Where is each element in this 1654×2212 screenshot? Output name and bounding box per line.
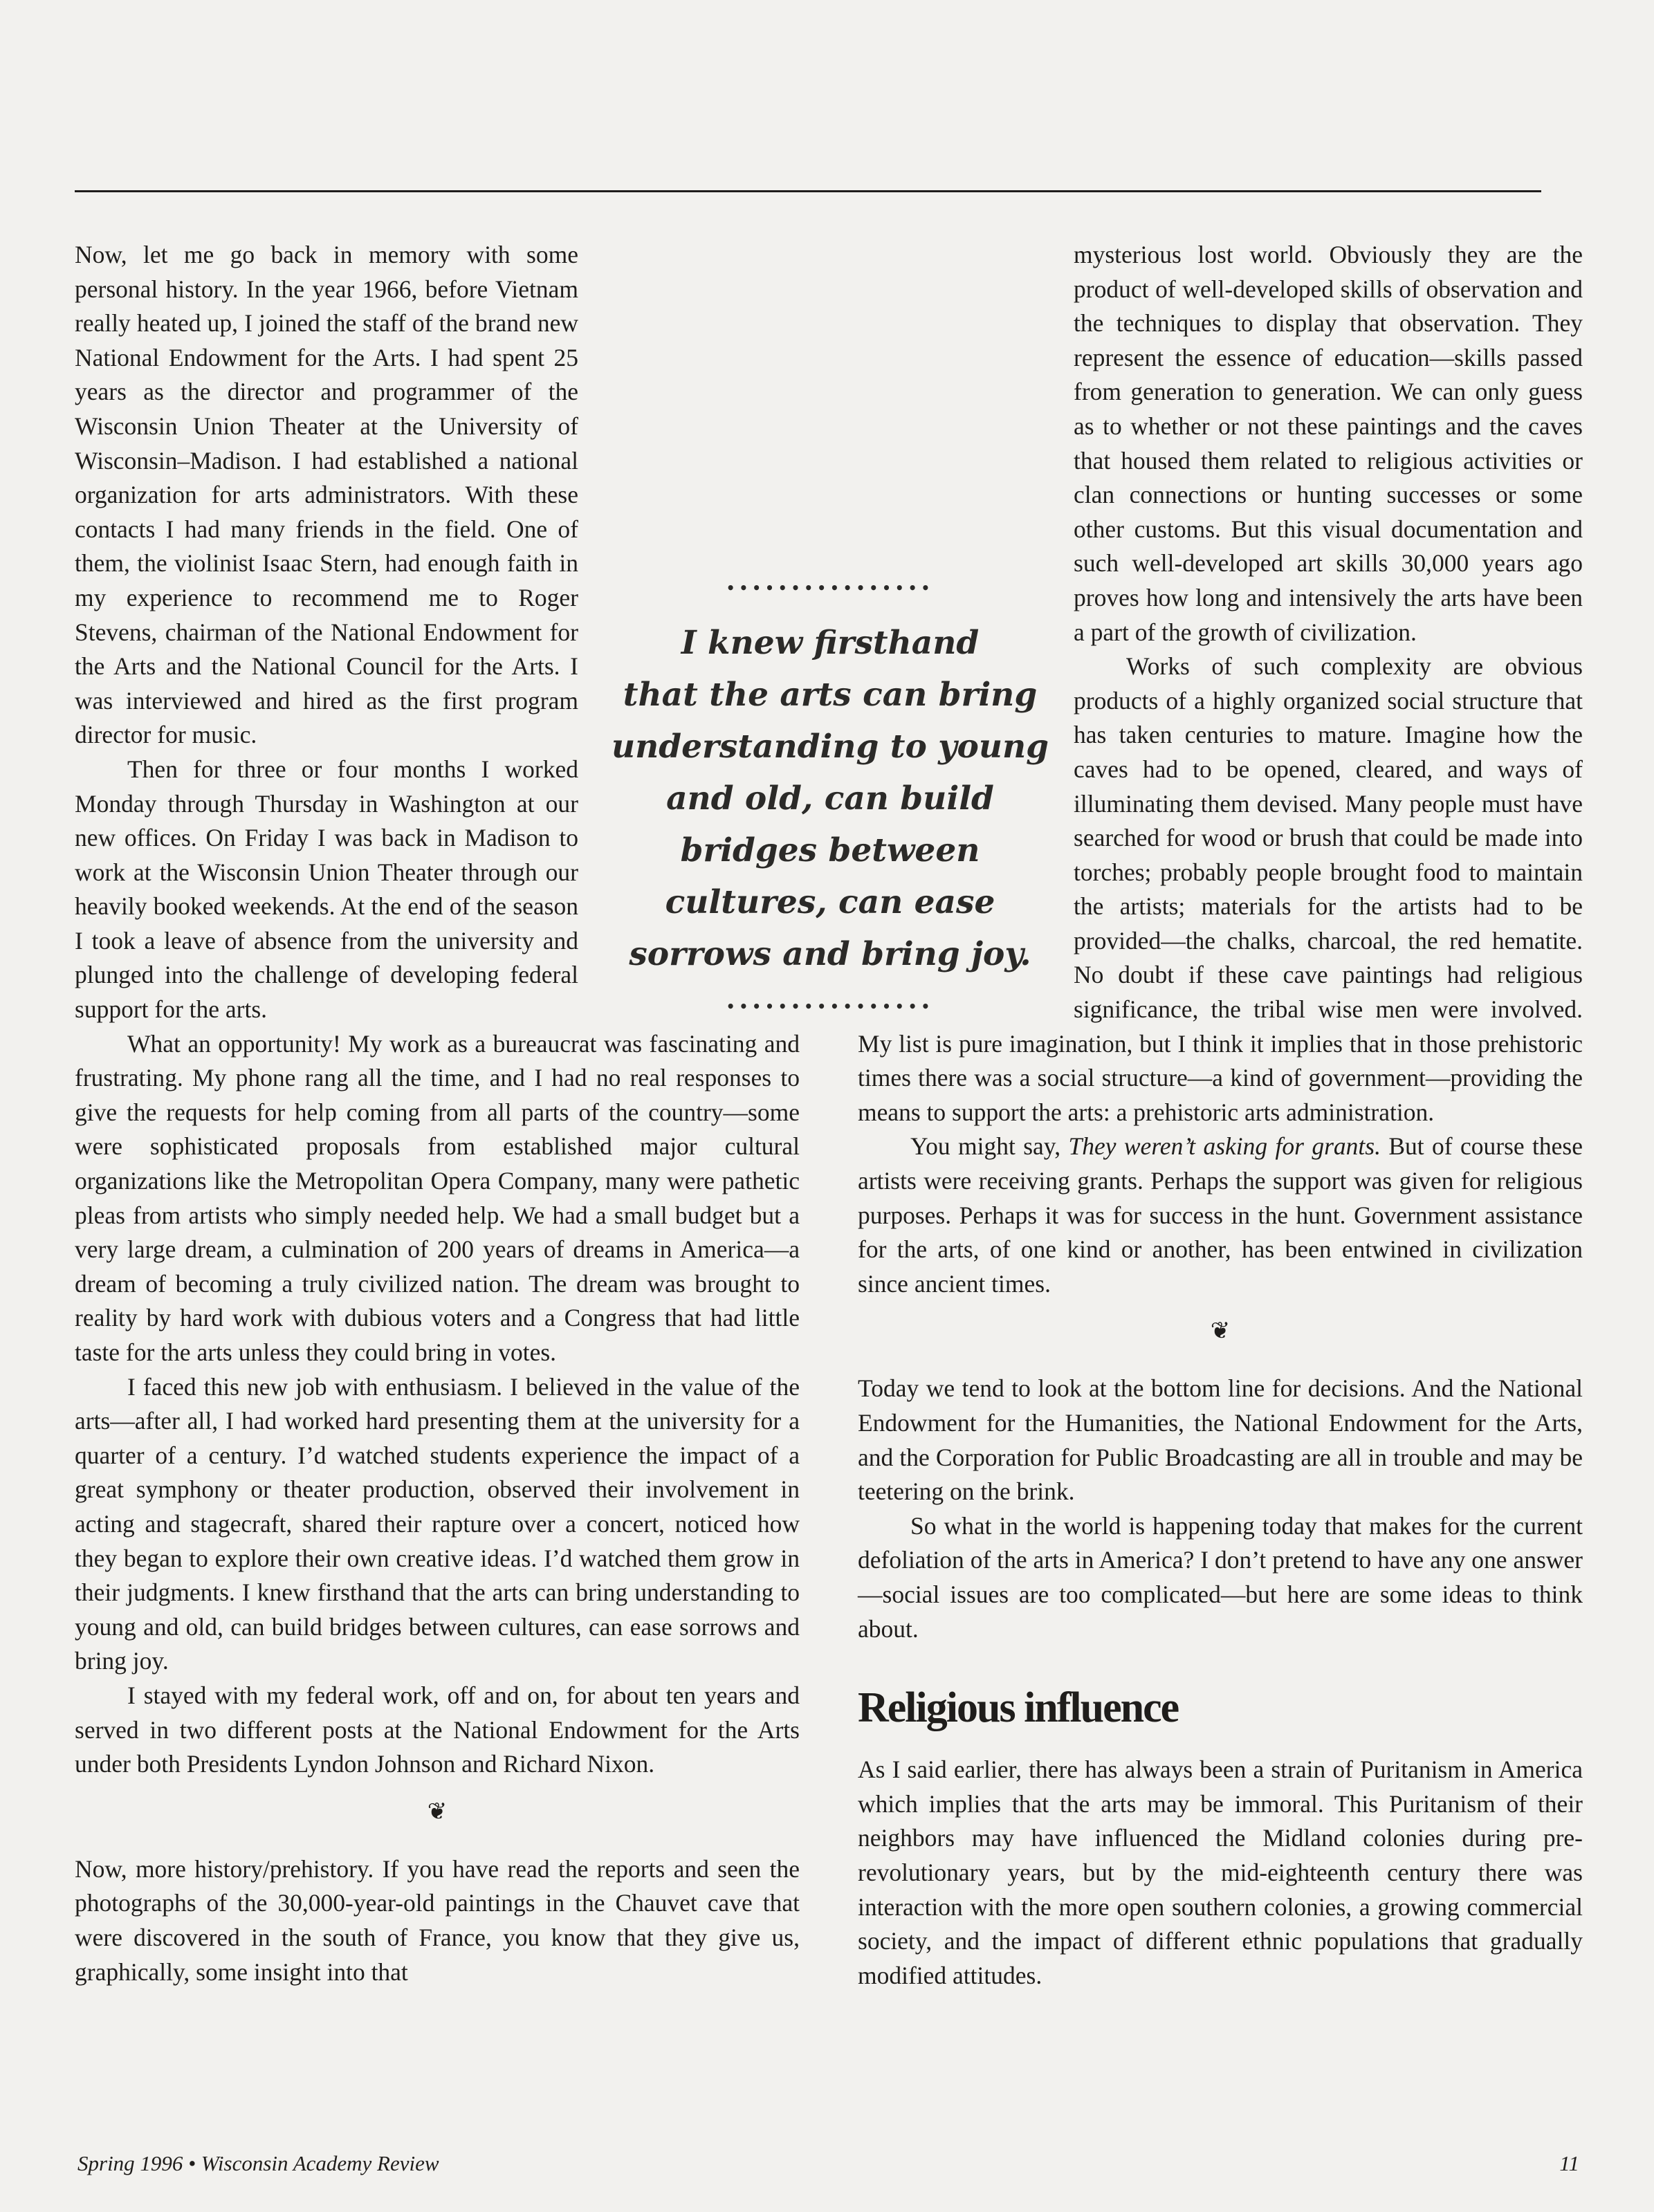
right-paragraph-3: [858, 1130, 1583, 1301]
section-ornament-icon: ❦: [1210, 1318, 1231, 1345]
pullquote-line: that the arts can bring: [623, 676, 1038, 714]
pullquote: [609, 574, 1051, 1020]
pullquote-line: cultures, can ease: [665, 883, 995, 921]
page-number: 11: [1559, 2151, 1579, 2175]
pullquote-line: sorrows and bring joy.: [629, 935, 1031, 973]
right-paragraph-2: Works of such complexity are obvious products of a highly organized social structure that has taken centuries to mature. Imagine how the caves had to be opened, cleared, and ways of illuminating them devised. Many people must have searched for wood or brush that could be made into torches; probably people brought food to maintain the artists; materials for the artists had to be provided—the chalks, charcoal, the red hematite. No doubt if these cave paintings had religious significance, the tribal wise men were involved. My list is pure imagination, but I think it implies that in those prehistoric times there was a social structure—a kind of government—providing the means to support the arts: a prehistoric arts administration.: [858, 652, 1583, 1126]
right-paragraph-5: So what in the world is happening today that makes for the current defoliation of the arts in America? I don’t pretend to have any one answer—social issues are too complicated—but here are some ideas to think about.: [858, 1511, 1583, 1643]
right-paragraph-3-start: You might say,: [910, 1132, 1069, 1161]
left-paragraph-5: I stayed with my federal work, off and on, for about ten years and served in two different posts at the National Endowment for the Arts under both Presidents Lyndon Johnson and Richard Nixon.: [75, 1681, 800, 1778]
subhead-religious-influence: Religious influence: [858, 1684, 1179, 1732]
section-ornament-icon: ❦: [427, 1798, 448, 1825]
right-paragraph-1: mysterious lost world. Obviously they are the product of well-developed skills of observation and the techniques to display that observation. They represent the essence of education—skills passed from generation to generation. We can only guess as to whether or not these paintings and the caves that housed them related to religious activities or clan connections or hunting successes or some other customs. But this visual documentation and such well-developed art skills 30,000 years ago proves how long and intensively the arts have been a part of the growth of civilization.: [1074, 241, 1583, 646]
pullquote-line: I knew firsthand: [681, 624, 980, 662]
left-paragraph-2: Then for three or four months I worked Monday through Thursday in Washington at our new offices. On Friday I was back in Madison to work at the Wisconsin Union Theater through our heavily booked weekends. At the end of the season I took a leave of absence from the university and plunged into the challenge of developing federal support for the arts.: [75, 755, 578, 1024]
right-column: [858, 238, 1583, 1993]
right-paragraph-3-end: But of course these artists were receiving grants. Perhaps the support was given for religious purposes. Perhaps it was for success in the hunt. Government assistance for the arts, of one kind or another, has been entwined in civilization since ancient times.: [858, 1132, 1583, 1298]
right-paragraph-6: As I said earlier, there has always been a strain of Puritanism in America which implies that the arts may be immoral. This Puritanism of their neighbors may have influenced the Midland colonies during pre-revolutionary years, but by the mid-eighteenth century there was interaction with the more open southern colonies, a growing commercial society, and the impact of different ethnic populations that gradually modified attitudes.: [858, 1755, 1583, 1989]
right-paragraph-4: Today we tend to look at the bottom line for decisions. And the National Endowment for the Humanities, the National Endowment for the Arts, and the Corporation for Public Broadcasting are all in trouble and may be teetering on the brink.: [858, 1374, 1583, 1506]
pullquote-line: understanding to young: [611, 728, 1049, 766]
pullquote-dots-top: ••••••••••••••••: [726, 580, 935, 596]
left-paragraph-3: What an opportunity! My work as a bureaucrat was fascinating and frustrating. My phone rang all the time, and I had no real responses to give the requests for help coming from all parts of the country—some were sophisticated proposals from established major cultural organizations like the Metropolitan Opera Company, many were pathetic pleas from artists who simply needed help. We had a small budget but a very large dream, a culmination of 200 years of dreams in America—a dream of becoming a truly civilized nation. The dream was brought to reality by hard work with dubious voters and a Congress that had little taste for the arts unless they could bring in votes.: [75, 1029, 800, 1366]
left-paragraph-6: Now, more history/prehistory. If you have read the reports and seen the photographs of the 30,000-year-old paintings in the Chauvet cave that were discovered in the south of France, you know that they give us, graphically, some insight into that: [75, 1854, 800, 1986]
pullquote-text: [609, 617, 1051, 980]
right-paragraph-3-italic: They weren’t asking for grants.: [1068, 1132, 1381, 1161]
pullquote-line: bridges between: [680, 831, 980, 869]
left-paragraph-4: I faced this new job with enthusiasm. I believed in the value of the arts—after all, I had worked hard presenting them at the university for a quarter of a century. I’d watched students experience the impact of a great symphony or theater production, observed their involvement in acting and stagecraft, shared their rapture over a concert, noticed how they began to explore their own creative ideas. I’d watched them grow in their judgments. I knew firsthand that the arts can bring understanding to young and old, can build bridges between cultures, can ease sorrows and bring joy.: [75, 1372, 800, 1675]
left-paragraph-1: Now, let me go back in memory with some personal history. In the year 1966, before Vietnam really heated up, I joined the staff of the brand new National Endowment for the Arts. I had spent 25 years as the director and programmer of the Wisconsin Union Theater at the University of Wisconsin–Madison. I had established a national organization for arts administrators. With these contacts I had many friends in the field. One of them, the violinist Isaac Stern, had enough faith in my experience to recommend me to Roger Stevens, chairman of the National Endowment for the Arts and the National Council for the Arts. I was interviewed and hired as the first program director for music.: [75, 241, 578, 749]
footer-issue: Spring 1996 • Wisconsin Academy Review: [77, 2151, 439, 2175]
pullquote-line: and old, can build: [666, 780, 994, 818]
pullquote-dots-bottom: ••••••••••••••••: [726, 998, 935, 1015]
left-column: [75, 238, 800, 1989]
header-rule: [75, 190, 1541, 192]
